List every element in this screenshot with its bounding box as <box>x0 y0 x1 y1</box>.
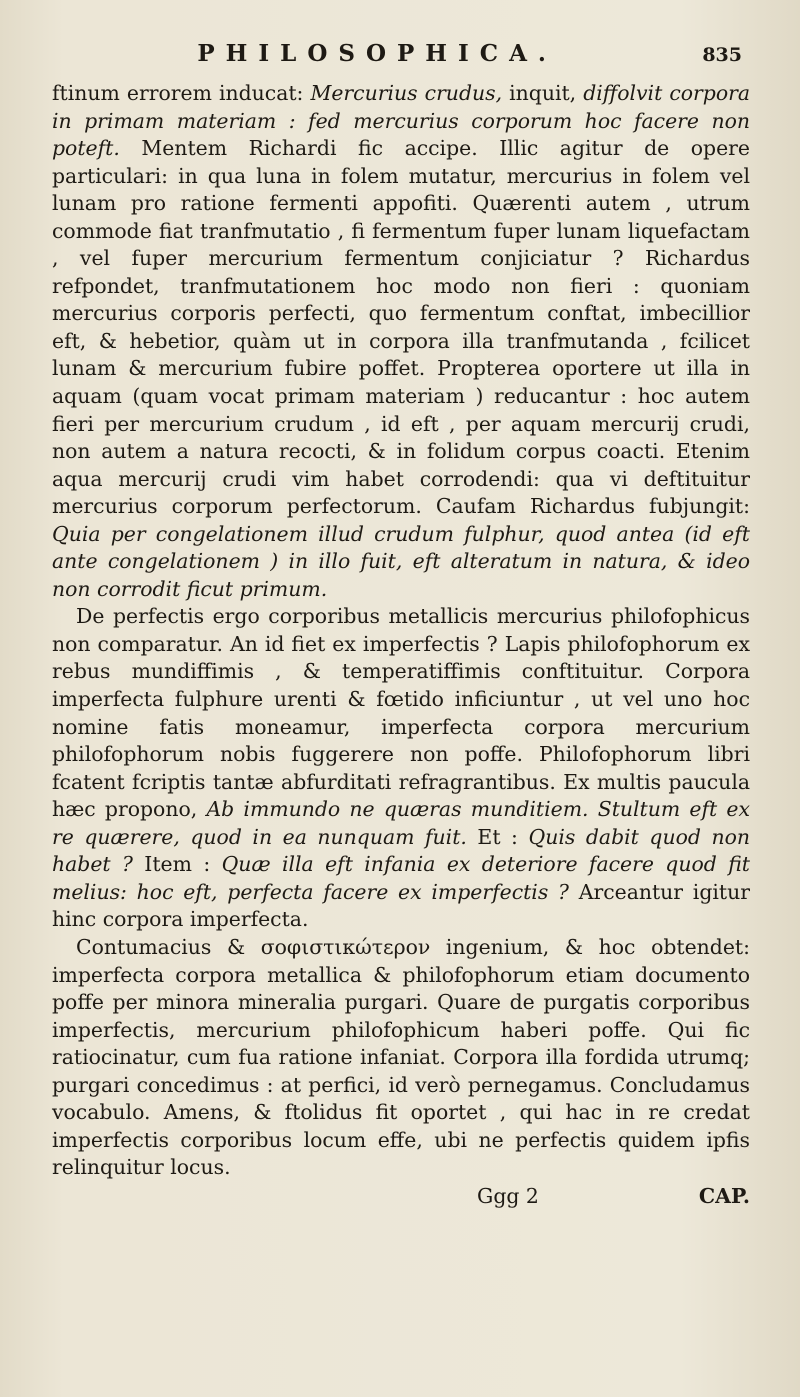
running-head <box>52 40 750 80</box>
body-text <box>52 80 750 1182</box>
roman-text: De perfectis ergo corporibus metallicis mercurius philofophicus non comparatur. An id fiet ex imperfectis ? Lapis philofophorum ex rebus mundiffimis , & temperatiffimis conftituitur. Corpora imperfecta fulphure urenti & fœtido inficiuntur , ut vel uno hoc nomine fatis moneamur, imperfecta corpora mercurium philofophorum nobis fuggerere non poffe. Philofophorum libri fcatent fcriptis tantæ abfurditati refragrantibus. Ex multis paucula hæc propono, <box>52 604 750 822</box>
signature-mark: Ggg 2 <box>477 1183 539 1208</box>
running-title: PHILOSOPHICA. <box>197 40 557 67</box>
roman-text: Arceantur igitur hinc corpora imperfecta. <box>52 879 750 932</box>
italic-text: Ab immundo ne quæras munditiem. Stultum eft ex re quærere, quod in ea nunquam fuit. <box>52 797 750 849</box>
roman-text: ftinum errorem inducat: <box>52 81 311 105</box>
roman-text: Mentem Richardi fic accipe. Illic agitur de opere particulari: in qua luna in folem mutatur, mercurius in folem vel lunam pro ratione fermenti appofiti. Quærenti autem , utrum commode fiat tranfmutatio , fi fermentum fuper lunam liquefactam , vel fuper mercurium fermentum conjiciatur ? Richardus refpondet, tranfmutationem hoc modo non fieri : quoniam mercurius corporis perfecti, quo fermentum conftat, imbecillior eft, & hebetior, quàm ut in corpora illa tranfmutanda , fcilicet lunam & mercurium fubire poffet. Propterea oportere ut illa in aquam (quam vocat primam materiam ) reducantur : hoc autem fieri per mercurium crudum , id eft , per aquam mercurij crudi, non autem a natura recocti, & in folidum corpus coacti. Etenim aqua mercurij crudi vim habet corrodendi: qua vi deftituitur mercurius corporum perfectorum. Caufam Richardus fubjungit: <box>52 136 750 519</box>
page-footer <box>52 1183 750 1211</box>
roman-text: Contumacius & σοφιστικώτερον ingenium, & hoc obtendet: imperfecta corpora metallica & philofophorum etiam documento poffe per minora mineralia purgari. Quare de purgatis corporibus imperfectis, mercurium philofophicum haberi poffe. Qui fic ratiocinatur, cum fua ratione infaniat. Corpora illa fordida utrumq; purgari concedimus : at perfici, id verò pernegamus. Concludamus vocabulo. Amens, & ftolidus fit oportet , qui hac in re credat imperfectis corporibus locum effe, ubi ne perfectis quidem ipfis relinquitur locus. <box>52 934 750 1180</box>
page-number: 835 <box>702 44 742 66</box>
roman-text: Item : <box>132 852 222 877</box>
paragraph <box>52 934 750 1182</box>
paragraph <box>52 80 750 603</box>
italic-text: Quæ illa eft infania ex deteriore facere quod fit melius: hoc eft, perfecta facere ex imperfectis ? <box>52 852 750 904</box>
paragraph <box>52 603 750 934</box>
roman-text: Et : <box>466 824 529 849</box>
roman-text: inquit, <box>502 81 584 105</box>
italic-text: Quis dabit quod non habet ? <box>52 824 750 877</box>
italic-text: diffolvit corpora in primam materiam : fed mercurius corporum hoc facere non poteft. <box>52 81 750 161</box>
catchword: CAP. <box>698 1183 750 1208</box>
italic-text: Quia per congelationem illud crudum fulphur, quod antea (id eft ante congelationem ) in illo fuit, eft alteratum in natura, & ideo non corrodit ficut primum. <box>52 521 750 601</box>
italic-text: Mercurius crudus, <box>310 81 503 105</box>
